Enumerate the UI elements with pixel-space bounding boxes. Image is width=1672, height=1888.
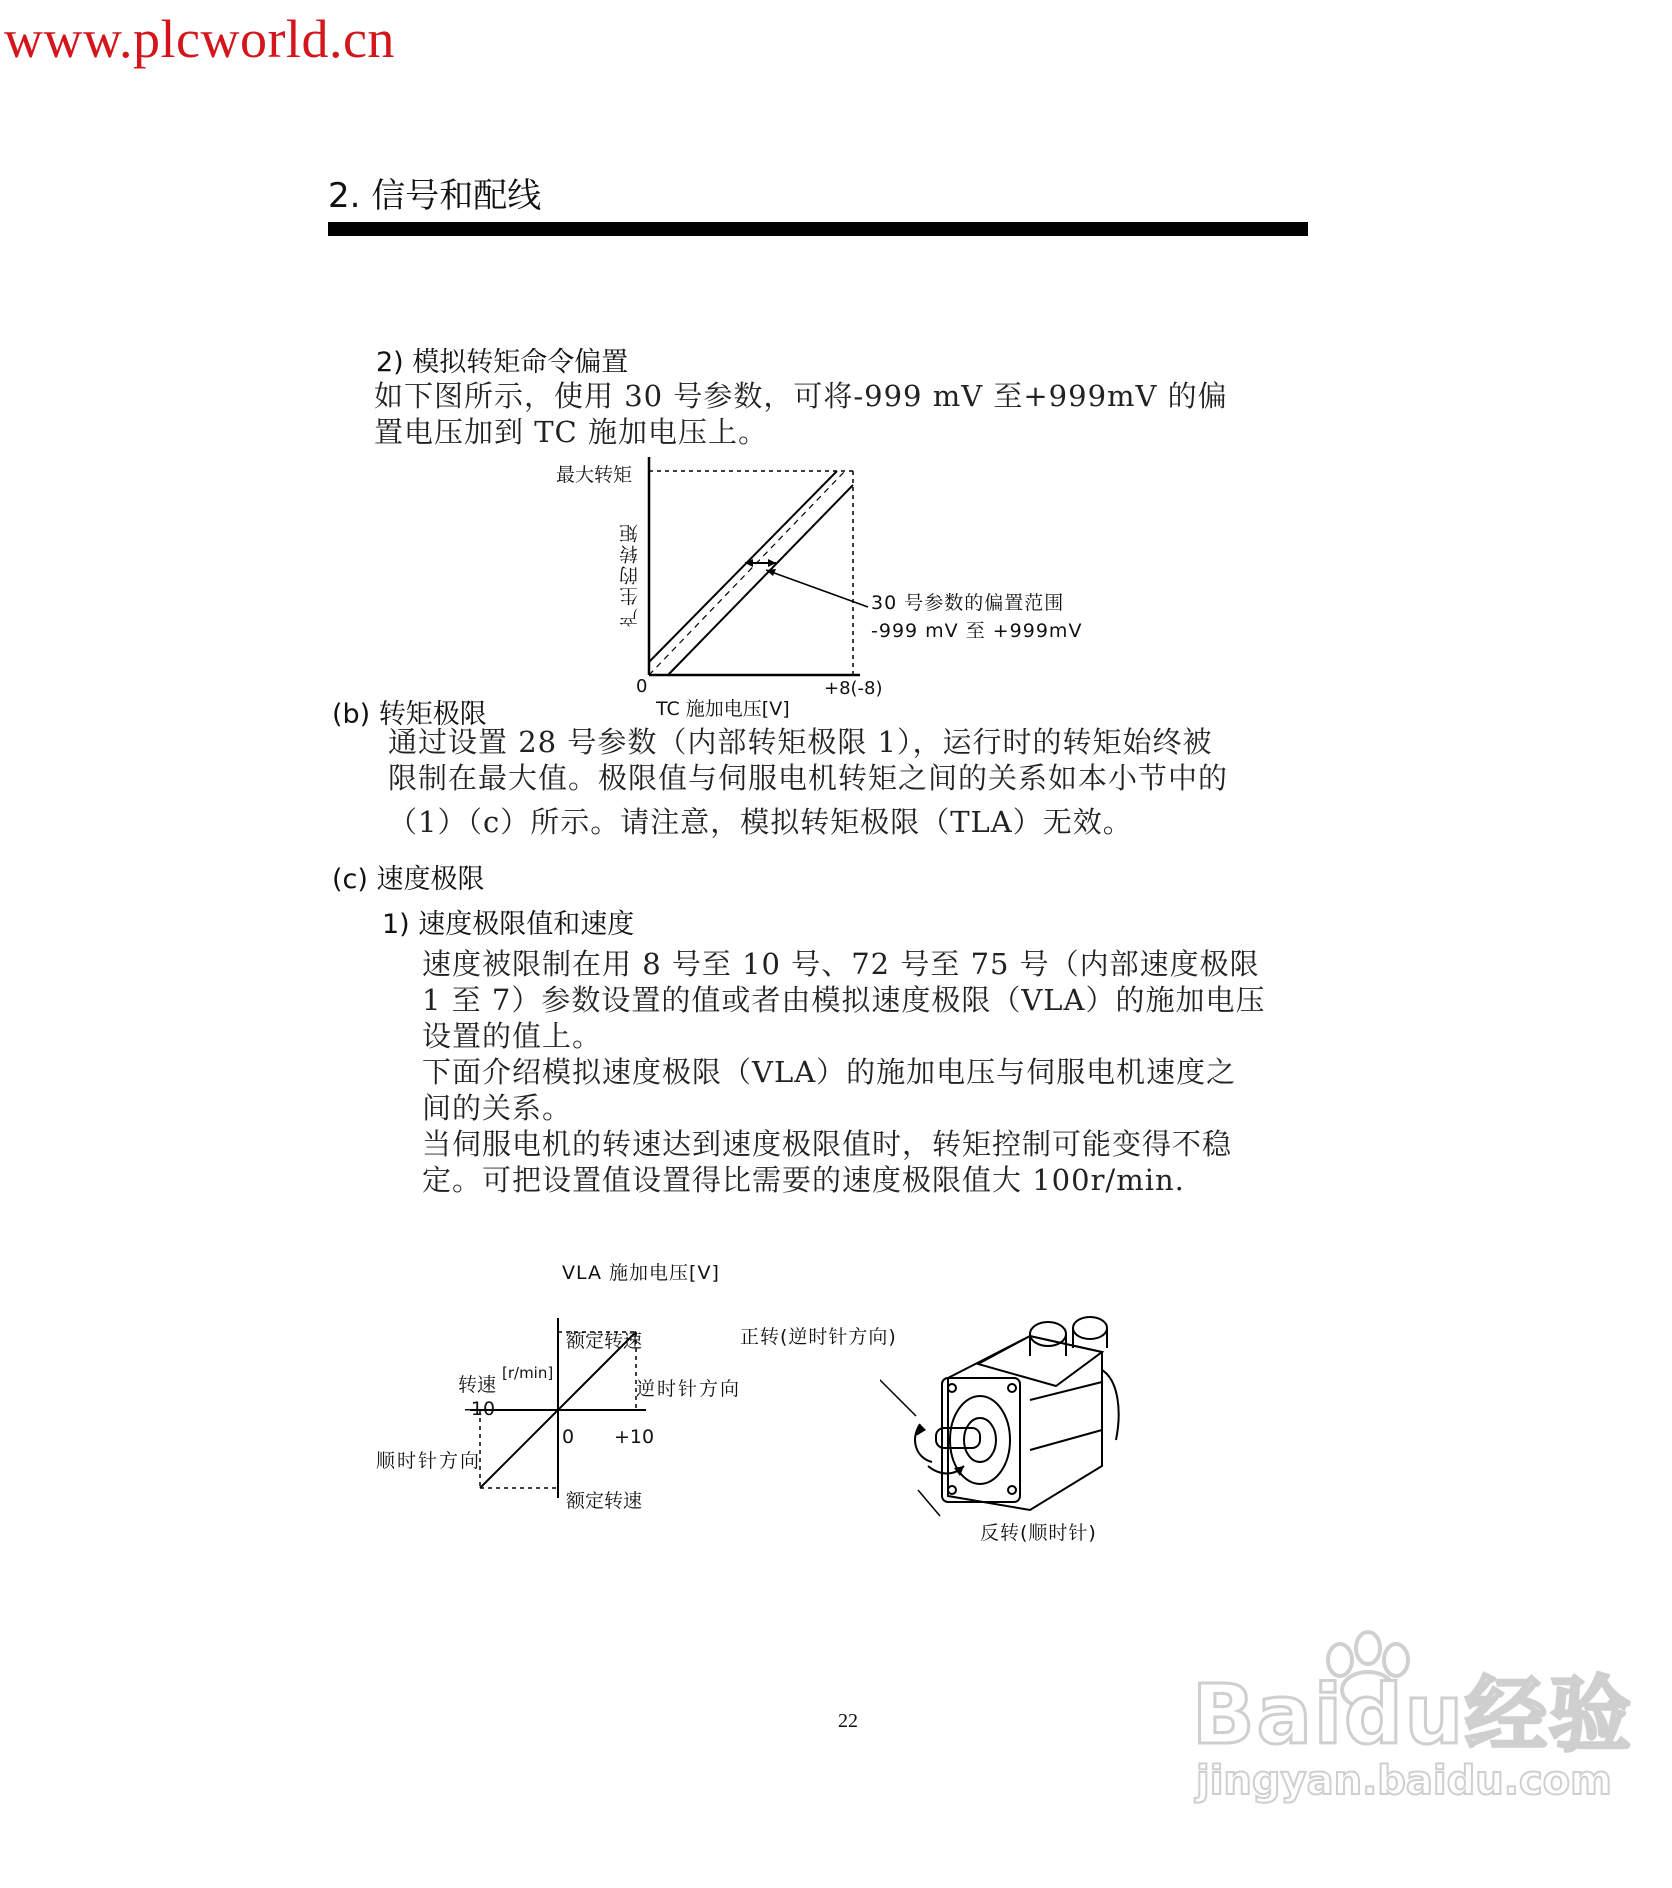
zero-label: 0: [562, 1426, 575, 1448]
text-line: （1）（c）所示。请注意，模拟转矩极限（TLA）无效。: [388, 805, 1133, 839]
text-line: 置电压加到 TC 施加电压上。: [374, 415, 768, 449]
reverse-leader: [918, 1490, 940, 1516]
cw-label: 顺时针方向: [376, 1450, 482, 1472]
pos10-label: +10: [614, 1426, 655, 1448]
watermark-url: jingyan.baidu.com: [1196, 1758, 1612, 1804]
reverse-rotation-label: 反转(顺时针): [980, 1522, 1097, 1544]
text-line: 定。可把设置值设置得比需要的速度极限值大 100r/min.: [422, 1163, 1185, 1197]
connector-2: [1073, 1317, 1107, 1339]
origin-label: 0: [636, 676, 648, 697]
section-offset-text: [374, 378, 1228, 450]
chapter-title: 2. 信号和配线: [328, 176, 542, 216]
vla-title: VLA 施加电压[V]: [562, 1262, 720, 1284]
max-torque-label: 最大转矩: [556, 464, 633, 486]
text-line: 间的关系。: [422, 1091, 573, 1125]
section-heading-offset: 2) 模拟转矩命令偏置: [376, 347, 629, 378]
y-axis-label: 产生的转矩: [619, 522, 641, 627]
rated-speed-bottom: 额定转速: [566, 1490, 643, 1512]
motor-rear: [1102, 1370, 1119, 1440]
bolt-hole: [948, 1384, 956, 1392]
subsection-heading-speed-value: 1) 速度极限值和速度: [382, 909, 635, 940]
text-line: 设置的值上。: [422, 1019, 603, 1053]
text-line: 速度被限制在用 8 号至 10 号、72 号至 75 号（内部速度极限: [422, 947, 1260, 981]
page-number: 22: [838, 1710, 858, 1732]
speed-unit: [r/min]: [502, 1364, 554, 1382]
chapter-rule: [328, 222, 1308, 236]
text-line: 通过设置 28 号参数（内部转矩极限 1），运行时的转矩始终被: [388, 725, 1213, 759]
x-axis-label: TC 施加电压[V]: [656, 698, 790, 720]
bolt-hole: [1008, 1486, 1016, 1494]
section-heading-speed-limit: (c) 速度极限: [332, 864, 485, 895]
forward-leader: [880, 1350, 916, 1416]
section-torque-limit-text: [388, 724, 1228, 840]
text-line: 如下图所示，使用 30 号参数，可将-999 mV 至+999mV 的偏: [374, 379, 1228, 413]
text-line: 下面介绍模拟速度极限（VLA）的施加电压与伺服电机速度之: [422, 1055, 1237, 1089]
x-max-label: +8(-8): [824, 678, 883, 699]
text-line: 1 至 7）参数设置的值或者由模拟速度极限（VLA）的施加电压: [422, 983, 1266, 1017]
text-line: 限制在最大值。极限值与伺服电机转矩之间的关系如本小节中的: [388, 761, 1229, 795]
speed-label: 转速: [458, 1374, 497, 1396]
offset-range-values: -999 mV 至 +999mV: [871, 620, 1083, 642]
site-url[interactable]: www.plcworld.cn: [4, 9, 395, 69]
offset-line-upper: [649, 471, 837, 662]
section-heading-torque-limit: (b) 转矩极限: [332, 699, 487, 730]
bolt-hole: [948, 1486, 956, 1494]
rated-speed-top: 额定转速: [566, 1330, 643, 1352]
ccw-label: 逆时针方向: [636, 1378, 742, 1400]
forward-rotation-label: 正转(逆时针方向): [740, 1326, 897, 1348]
connector-1: [1030, 1322, 1066, 1346]
servo-motor-illustration: [880, 1290, 1180, 1550]
section-speed-limit-text: [422, 946, 1265, 1198]
offset-line-lower: [668, 485, 853, 675]
reference-line: [649, 471, 845, 675]
text-line: 当伺服电机的转速达到速度极限值时，转矩控制可能变得不稳: [422, 1127, 1233, 1161]
watermark-brand: Baidu经验: [1192, 1668, 1634, 1763]
offset-range-label: 30 号参数的偏置范围: [871, 592, 1065, 614]
body-fin: [1030, 1382, 1102, 1450]
bolt-hole: [1008, 1384, 1016, 1392]
neg10-label: -10: [464, 1398, 496, 1420]
